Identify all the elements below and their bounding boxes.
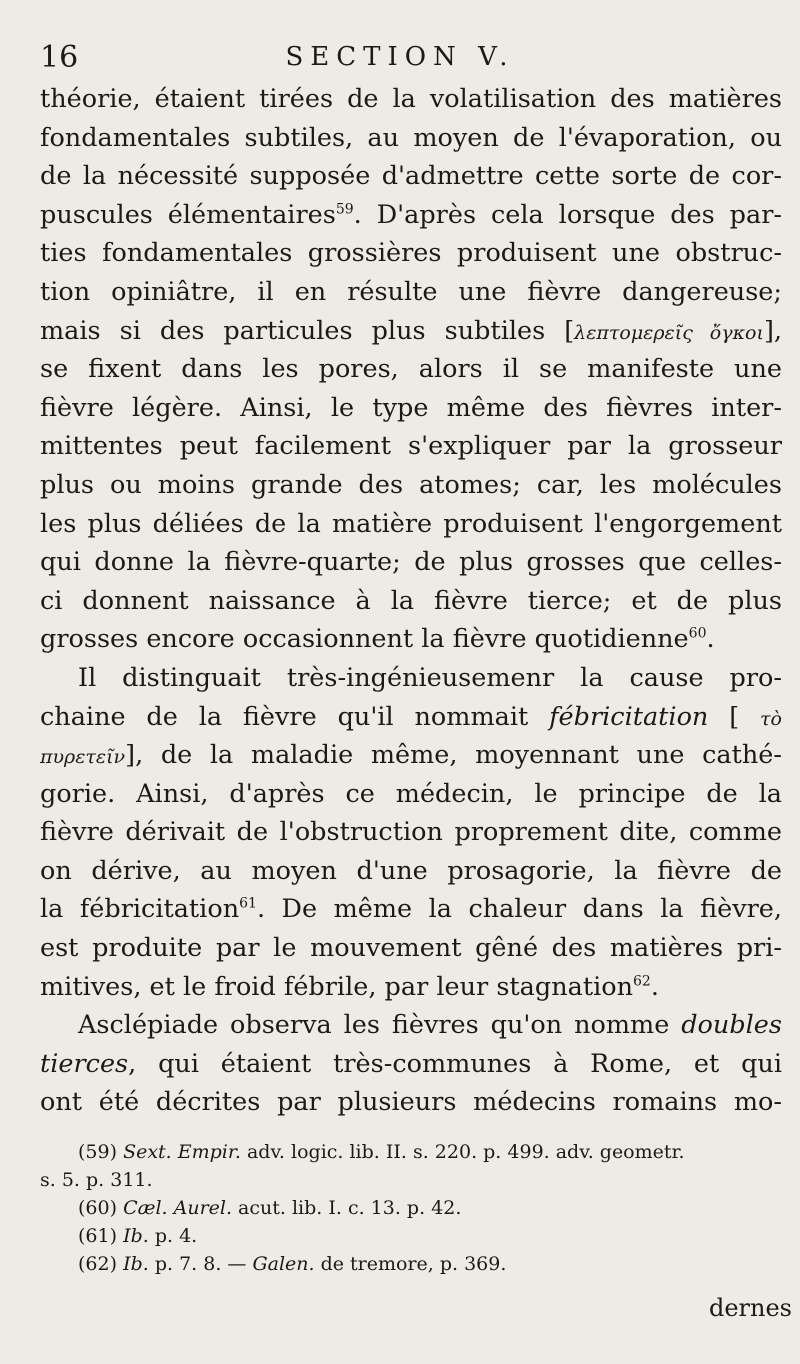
footnote-ref: 61 [239,895,257,912]
text-line [40,968,782,1007]
text-span: acut. lib. I. c. 13. p. 42. [232,1197,462,1219]
text-line: plus ou moins grande des atomes; car, les molécules [40,469,782,500]
text-span: . D'après cela lorsque des par- [353,199,783,230]
italic-term: Galen. [252,1253,315,1275]
text-line: Il distinguait très-ingénieusemenr la cause pro- [78,662,782,693]
text-line: gorie. Ainsi, d'après ce médecin, le principe de la [40,778,782,809]
text-line [40,890,782,929]
italic-term: Cæl. Aurel. [123,1197,233,1219]
text-line: ties fondamentales grossières produisent une obstruc- [40,238,782,269]
text-line [40,1045,782,1084]
footnote-number: (61) [78,1225,118,1247]
text-line [40,620,782,659]
text-span: la fébricitation [40,894,240,925]
footnote-number: (59) [78,1141,118,1163]
italic-term: fébricitation [549,701,709,732]
text-span: , qui étaient très-communes à Rome, et qui [128,1048,782,1079]
catchword: dernes [708,1294,792,1322]
text-span: . [650,971,659,1002]
running-title: SECTION V. [285,42,515,72]
text-span: ], de la maladie même, moyennant une cathé- [125,740,782,771]
text-span: mitives, et le froid fébrile, par leur stagnation [40,971,633,1002]
text-span: chaine de la fièvre qu'il nommait [40,701,550,732]
text-span: adv. logic. lib. II. s. 220. p. 499. adv. geometr. [240,1141,685,1163]
text-span: [ [708,701,761,732]
page-number: 16 [40,40,79,75]
text-line: les plus déliées de la matière produisent l'engorgement [40,508,782,539]
greek-term: πυρετεῖν [40,746,126,769]
text-line: mittentes peut facilement s'expliquer par la grosseur [40,431,782,462]
footnotes [40,1138,792,1278]
footnote-number: (60) [78,1197,118,1219]
text-line [40,1006,782,1045]
italic-term: Ib. [123,1253,149,1275]
body-text [40,80,782,1122]
greek-term: λεπτομερεῖς ὄγκοι [574,321,764,344]
text-span: grosses encore occasionnent la fièvre quotidienne [40,624,689,655]
text-line [40,698,782,737]
text-span: p. 7. 8. — [148,1253,253,1275]
footnote-ref: 59 [335,201,354,218]
text-line [40,736,782,775]
footnote-number: (62) [78,1253,118,1275]
greek-term: τὸ [760,707,782,730]
italic-term: doubles [681,1010,782,1041]
text-line: de la nécessité supposée d'admettre cette sorte de cor- [40,161,782,192]
text-line: ci donnent naissance à la fièvre tierce; et de plus [40,585,782,616]
footnote-ref: 62 [633,973,651,990]
text-line: fondamentales subtiles, au moyen de l'évaporation, ou [40,122,782,153]
footnote-61 [40,1222,792,1250]
page-header [0,40,800,80]
text-line: théorie, étaient tirées de la volatilisation des matières [40,84,782,114]
text-line: ont été décrites par plusieurs médecins romains mo- [40,1087,782,1118]
text-line [40,312,782,351]
text-span: de tremore, p. 369. [314,1253,507,1275]
footnote-ref: 60 [688,625,707,642]
footnote-59 [40,1138,792,1166]
text-line: se fixent dans les pores, alors il se manifeste une [40,354,782,385]
text-span: . [706,624,715,655]
text-line: est produite par le mouvement gêné des matières pri- [40,933,782,964]
footnote-60 [40,1194,792,1222]
text-span: puscules élémentaires [40,199,336,230]
text-line: fièvre légère. Ainsi, le type même des fièvres inter- [40,392,782,423]
text-span: p. 4. [148,1225,198,1247]
italic-term: Sext. Empir. [123,1141,241,1163]
text-span: ], [763,315,782,346]
text-line: qui donne la fièvre-quarte; de plus grosses que celles- [40,547,782,578]
text-line: fièvre dérivait de l'obstruction proprement dite, comme [40,817,782,848]
text-span: . De même la chaleur dans la fièvre, [256,894,782,925]
text-line: on dérive, au moyen d'une prosagorie, la fièvre de [40,855,782,886]
italic-term: Ib. [123,1225,149,1247]
footnote-62 [40,1250,792,1278]
italic-term: tierces [40,1048,129,1079]
text-span: mais si des particules plus subtiles [ [40,315,575,346]
text-line [40,196,782,235]
footnote-59-cont: s. 5. p. 311. [40,1169,153,1191]
text-span: Asclépiade observa les fièvres qu'on nomme [78,1010,682,1041]
text-line: tion opiniâtre, il en résulte une fièvre dangereuse; [40,276,782,307]
